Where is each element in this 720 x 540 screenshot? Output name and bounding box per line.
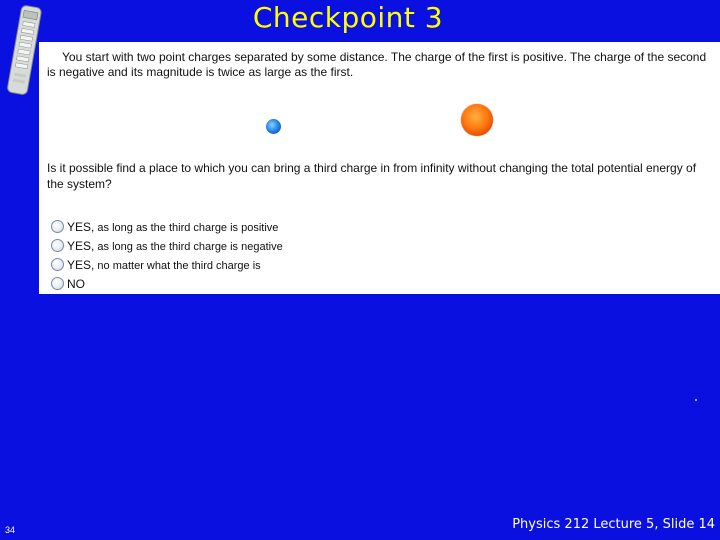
answer-options [51, 217, 283, 293]
answer-option-yes-any[interactable] [51, 255, 283, 274]
option-label: YES, no matter what the third charge is [67, 257, 261, 272]
slide-title: Checkpoint 3 [252, 1, 444, 34]
negative-charge-icon [266, 119, 281, 134]
option-label: YES, as long as the third charge is negative [67, 238, 283, 253]
radio-button-icon[interactable] [51, 258, 64, 271]
slide-footer: Physics 212 Lecture 5, Slide 14 [512, 517, 715, 532]
radio-button-icon[interactable] [51, 239, 64, 252]
positive-charge-icon [461, 104, 493, 136]
stray-dot [695, 399, 697, 401]
radio-button-icon[interactable] [51, 220, 64, 233]
answer-option-yes-negative[interactable] [51, 236, 283, 255]
answer-option-no[interactable] [51, 274, 283, 293]
question-intro: You start with two point charges separated by some distance. The charge of the first is positive. The charge of the second is negative and its magnitude is twice as large as the first. [47, 50, 707, 79]
option-label: NO [67, 276, 85, 291]
answer-option-yes-positive[interactable] [51, 217, 283, 236]
slide-number: 34 [5, 525, 16, 535]
question-prompt: Is it possible find a place to which you can bring a third charge in from infinity without changing the total potential energy of the system? [47, 161, 697, 191]
option-label: YES, as long as the third charge is positive [67, 219, 279, 234]
radio-button-icon[interactable] [51, 277, 64, 290]
question-panel [39, 42, 720, 294]
